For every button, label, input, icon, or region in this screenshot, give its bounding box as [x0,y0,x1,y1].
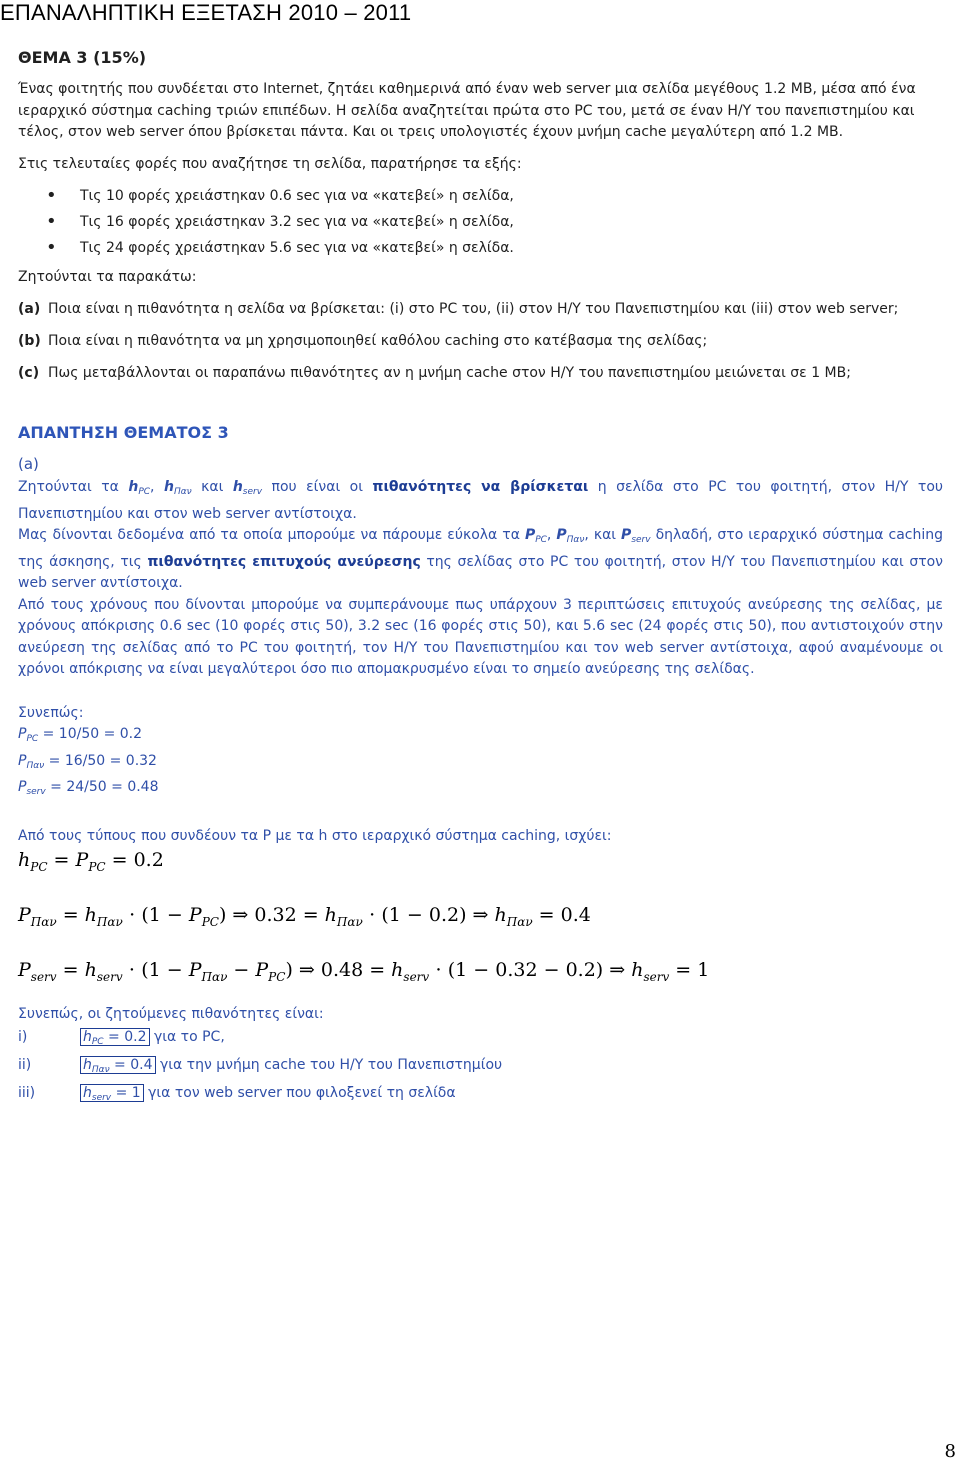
math-subscript: Παν [96,915,123,929]
math-subscript: serv [631,535,651,545]
boxed-result [80,1028,150,1046]
math-symbol: h [631,959,644,981]
document-body [18,48,943,1110]
math-expression: ⋅ (1 − 0.32 − 0.2) ⇒ [429,959,632,981]
math-subscript: Παν [201,970,228,984]
item-number: ii) [18,1056,32,1073]
probability-value: = 24/50 = 0.48 [45,779,159,795]
math-subscript: Παν [173,487,192,497]
final-answer-row [18,1054,943,1082]
math-symbol: P [556,527,567,543]
math-subscript: serv [403,970,430,984]
math-symbol: P [18,752,27,769]
result-value: = 1 [111,1084,141,1101]
math-subscript: serv [91,1092,112,1103]
math-subscript: Παν [506,915,533,929]
math-subscript: Παν [336,915,363,929]
math-expression: ⋅ (1 − 0.2) ⇒ [362,904,495,926]
probability-row [18,724,943,751]
math-subscript: Παν [26,760,45,771]
question-intro: Ένας φοιτητής που συνδέεται στο Internet, ζητάει καθημερινά από έναν web server μια σελίδα μεγέθους 1.2 MB, μέσα από ένα ιεραρχικό σύστημα caching τριών επιπέδων. Η σελίδα αναζητείται πρώτα στο PC του, μετά σε έναν Η/Υ του πανεπιστημίου και τέλος, στον web server όπου βρίσκεται πάντα. Και οι τρεις υπολογιστές έχουν μνήμη cache μεγαλύτερη από 1.2 MB. [18,81,916,140]
subquestion-label: (a) [18,300,41,317]
observations-list [18,183,943,261]
math-subscript: serv [96,970,123,984]
emphasis: πιθανότητες επιτυχούς ανεύρεσης [147,553,421,570]
math-symbol: h [83,1056,92,1073]
answer-paragraph-2: Μας δίνονται δεδομένα από τα οποία μπορούμε να πάρουμε εύκολα τα $P_{PC}$, $P_{\Pi\alpha\nu}$, και $P_{serv}$ δηλαδή, στο ιεραρχικό σύστημα caching της άσκησης, τις πιθανότητες επιτυχούς ανεύρεσης της σελίδας στο PC του φοιτητή, στον Η/Υ του Πανεπιστημίου και στον web server αντίστοιχα. [18,527,944,591]
therefore-label: Συνεπώς: [18,704,84,721]
math-subscript: PC [268,970,286,984]
text-run: Μας δίνονται δεδομένα από τα οποία μπορούμε να πάρουμε εύκολα τα [18,527,525,543]
conclusion-text: Συνεπώς, οι ζητούμενες πιθανότητες είναι: [18,1006,324,1022]
probability-value: = 16/50 = 0.32 [44,752,157,769]
math-subscript: PC [88,860,106,874]
equation-1 [18,849,943,874]
math-subscript: serv [643,970,670,984]
math-symbol: P [255,959,269,981]
math-expression: ⋅ (1 − [122,904,189,926]
math-subscript: serv [26,787,46,797]
answer-title: ΑΠΑΝΤΗΣΗ ΘΕΜΑΤΟΣ 3 [18,422,229,442]
math-symbol: P [18,904,31,926]
math-symbol: P [75,849,89,871]
math-value: = 1 [669,959,710,981]
math-symbol: P [524,527,536,543]
boxed-result [80,1084,144,1102]
subquestion-label: (c) [18,364,40,381]
math-symbol: P [621,527,632,543]
math-subscript: Παν [30,915,57,929]
math-symbol: h [128,479,139,495]
final-answer-row [18,1026,943,1054]
boxed-result [80,1056,156,1074]
subquestion-text: Ποια είναι η πιθανότητα η σελίδα να βρίσκεται: (i) στο PC του, (ii) στον Η/Υ του Πανεπιστημίου και (iii) στον web server; [48,300,899,317]
list-item: • Τις 16 φορές χρειάστηκαν 3.2 sec για να «κατεβεί» η σελίδα, [18,209,943,235]
subquestion-b [18,325,943,357]
math-symbol: h [83,1028,92,1045]
probability-value: = 10/50 = 0.2 [38,726,143,742]
list-item: • Τις 24 φορές χρειάστηκαν 5.6 sec για να «κατεβεί» η σελίδα. [18,235,943,261]
text-run: της σελίδας στο PC του φοιτητή, στον Η/Υ του Πανεπιστημίου και στον web server αντίστοιχα. [18,553,944,591]
equation-3 [18,959,943,984]
result-description: για την μνήμη cache του Η/Υ του Πανεπιστημίου [155,1056,503,1073]
math-symbol: h [84,959,97,981]
result-description: για τον web server που φιλοξενεί τη σελίδα [143,1084,456,1101]
text-run: δηλαδή, στο ιεραρχικό σύστημα caching της άσκησης, τις [18,527,944,570]
math-expression: ) ⇒ 0.48 = [285,959,392,981]
math-subscript: PC [138,487,151,497]
math-operator: − [227,959,256,981]
math-subscript: PC [201,915,219,929]
math-symbol: h [232,479,243,495]
math-value: = 0.2 [105,849,164,871]
math-subscript: Παν [566,535,585,545]
math-symbol: h [84,904,97,926]
math-subscript: serv [30,970,57,984]
subquestion-c [18,357,943,389]
math-symbol: P [18,726,27,742]
probability-row [18,751,943,778]
math-value: = 0.4 [532,904,591,926]
text-run: Ζητούνται τα [18,479,129,495]
subquestion-a [18,293,943,325]
text-run: και [588,527,622,543]
observed-text: Στις τελευταίες φορές που αναζήτησε τη σελίδα, παρατήρησε τα εξής: [18,155,522,172]
math-subscript: PC [30,860,48,874]
answer-paragraph-3: Από τους χρόνους που δίνονται μπορούμε να συμπεράνουμε πως υπάρχουν 3 περιπτώσεις επιτυχούς ανεύρεσης της σελίδας, με χρόνους απόκρισης 0.6 sec (10 φορές στις 50), 3.2 sec (16 φορές στις 50), και 5.6 sec (24 φορές στις 50), που αντιστοιχούν στην ανεύρεση της σελίδας από το PC του φοιτητή, τον Η/Υ του Πανεπιστημίου και τον web server αντίστοιχα, αφού αναμένουμε οι χρόνοι απόκρισης να είναι μεγαλύτεροι όσο πιο απομακρυσμένο είναι το σημείο ανεύρεσης της σελίδας. [18,596,943,677]
probability-row [18,777,943,804]
math-symbol: P [18,779,27,795]
math-subscript: PC [91,1036,104,1047]
relation-text: Από τους τύπους που συνδέουν τα P με τα h στο ιεραρχικό σύστημα caching, ισχύει: [18,827,612,844]
math-operator: = [56,904,85,926]
result-description: για το PC, [149,1028,225,1045]
item-number: i) [18,1028,28,1045]
math-symbol: h [391,959,404,981]
item-number: iii) [18,1084,36,1101]
math-subscript: PC [26,734,39,744]
asked-text: Ζητούνται τα παρακάτω: [18,269,197,285]
emphasis: πιθανότητες να βρίσκεται [372,479,589,495]
math-symbol: P [18,959,31,981]
math-symbol: P [188,959,202,981]
answer-paragraph-1: Ζητούνται τα $h_{PC}$, $h_{\Pi\alpha\nu}$ και $h_{serv}$ που είναι οι πιθανότητες να βρίσκεται η σελίδα στο PC του φοιτητή, στον Η/Υ του Πανεπιστημίου και στον web server αντίστοιχα. [18,479,943,522]
math-symbol: h [83,1084,92,1101]
math-subscript: Παν [91,1064,110,1075]
math-symbol: h [324,904,337,926]
page-number: 8 [944,1441,956,1462]
result-value: = 0.2 [103,1028,147,1045]
math-operator: = [56,959,85,981]
text-run: και [191,479,233,495]
exam-header: ΕΠΑΝΑΛΗΠΤΙΚΗ ΕΞΕΤΑΣΗ 2010 – 2011 [0,0,412,25]
math-subscript: PC [535,535,547,545]
subquestion-label: (b) [18,332,41,349]
answer-part-label: (a) [18,454,39,473]
final-answer-row [18,1082,943,1110]
list-item: • Τις 10 φορές χρειάστηκαν 0.6 sec για να «κατεβεί» η σελίδα, [18,183,943,209]
math-operator: = [47,849,76,871]
math-expression: ⋅ (1 − [122,959,189,981]
math-symbol: h [18,849,31,871]
math-symbol: P [188,904,202,926]
result-value: = 0.4 [109,1056,153,1073]
math-subscript: serv [242,487,263,497]
text-run: που είναι οι [262,479,373,495]
math-symbol: h [494,904,507,926]
math-expression: ) ⇒ 0.32 = [218,904,325,926]
subquestion-text: Ποια είναι η πιθανότητα να μη χρησιμοποιηθεί καθόλου caching στο κατέβασμα της σελίδας; [48,332,708,349]
question-title: ΘΕΜΑ 3 (15%) [18,48,147,67]
math-symbol: h [163,479,174,495]
equation-2 [18,904,943,929]
subquestion-text: Πως μεταβάλλονται οι παραπάνω πιθανότητες αν η μνήμη cache στον Η/Υ του πανεπιστημίου μειώνεται σε 1 MB; [48,364,851,381]
text-run: η σελίδα στο PC του φοιτητή, στον Η/Υ του Πανεπιστημίου και στον web server αντίστοιχα. [18,479,943,522]
